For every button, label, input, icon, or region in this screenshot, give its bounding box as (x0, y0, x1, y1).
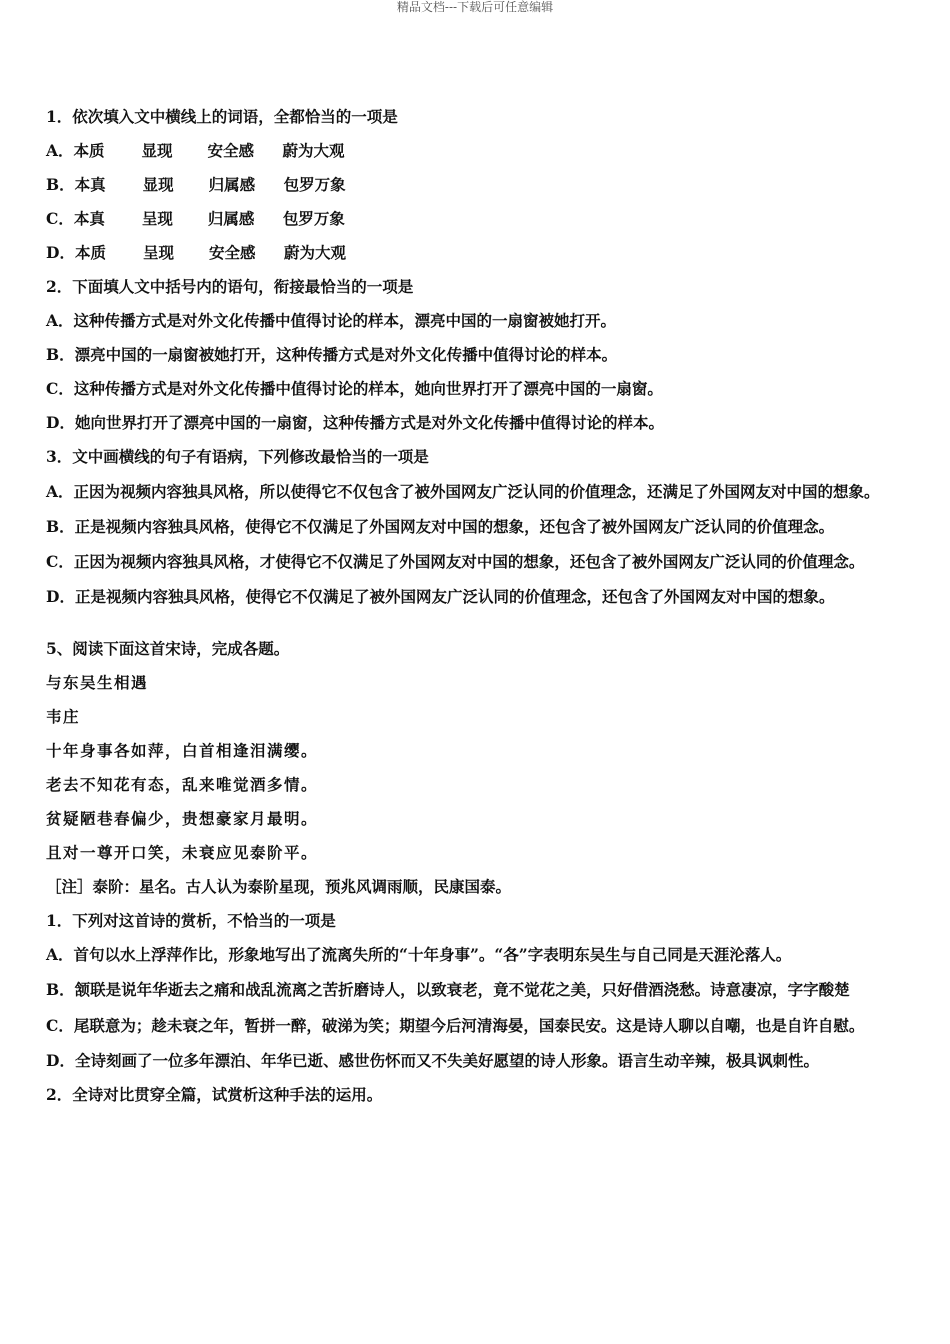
question-2-stem: 2．下面填人文中括号内的语句，衔接最恰当的一项是 (46, 277, 414, 296)
option-word-4: 包罗万象 (283, 175, 346, 194)
question-2-option-a: A．这种传播方式是对外文化传播中值得讨论的样本，漂亮中国的一扇窗被她打开。 (46, 311, 617, 330)
section-5-question-2-stem: 2．全诗对比贯穿全篇，试赏析这种手法的运用。 (46, 1085, 383, 1104)
option-word-3: 归属感 (207, 209, 255, 228)
question-3-stem: 3．文中画横线的句子有语病，下列修改最恰当的一项是 (46, 447, 429, 466)
option-word-4: 蔚为大观 (283, 243, 346, 262)
section-5-question-1-option-c: C．尾联意为；趁未衰之年，暂拼一醉，破涕为笑；期望今后河清海晏，国泰民安。这是诗人聊以自嘲，也是自许自慰。 (46, 1016, 865, 1035)
section-spacer (46, 614, 906, 632)
poem-line-2: 老去不知花有态，乱来唯觉酒多情。 (46, 775, 319, 794)
question-1-option-b (46, 168, 906, 202)
poem-note: ［注］泰阶：星名。古人认为泰阶星现，预兆风调雨顺，民康国泰。 (46, 877, 512, 896)
document-body (46, 100, 906, 1112)
option-label: D． (46, 243, 75, 262)
section-5-question-1-option-d: D．全诗刻画了一位多年漂泊、年华已逝、感世伤怀而又不失美好愿望的诗人形象。语言生动辛辣，极具讽刺性。 (46, 1051, 819, 1070)
question-3-option-b: B．正是视频内容独具风格，使得它不仅满足了外国网友对中国的想象，还包含了被外国网友广泛认同的价值理念。 (46, 517, 835, 536)
option-word-3: 安全感 (207, 141, 255, 160)
question-2-option-d: D．她向世界打开了漂亮中国的一扇窗，这种传播方式是对外文化传播中值得讨论的样本。 (46, 413, 664, 432)
question-3-option-a: A．正因为视频内容独具风格，所以使得它不仅包含了被外国网友广泛认同的价值理念，还满足了外国网友对中国的想象。 (46, 482, 880, 501)
poem-title: 与东吴生相遇 (46, 673, 149, 692)
option-word-1: 本真 (74, 175, 106, 194)
option-word-4: 蔚为大观 (282, 141, 345, 160)
question-1-option-d (46, 236, 906, 270)
question-3-option-c: C．正因为视频内容独具风格，才使得它不仅满足了外国网友对中国的想象，还包含了被外国网友广泛认同的价值理念。 (46, 552, 865, 571)
section-5-question-1-option-b: B．颔联是说年华逝去之痛和战乱流离之苦折磨诗人，以致衰老，竟不觉花之美，只好借酒浇愁。诗意凄凉，字字酸楚 (46, 980, 850, 999)
option-label: C． (46, 209, 74, 228)
poem-author: 韦庄 (46, 707, 81, 726)
option-word-1: 本质 (73, 141, 105, 160)
question-2-option-b: B．漂亮中国的一扇窗被她打开，这种传播方式是对外文化传播中值得讨论的样本。 (46, 345, 618, 364)
option-word-2: 呈现 (142, 243, 174, 262)
option-word-1: 本质 (74, 243, 106, 262)
poem-line-3: 贫疑陋巷春偏少，贵想豪家月最明。 (46, 809, 319, 828)
question-1-option-c (46, 202, 906, 236)
question-2-option-c: C．这种传播方式是对外文化传播中值得讨论的样本，她向世界打开了漂亮中国的一扇窗。 (46, 379, 663, 398)
question-1-option-a (46, 134, 906, 168)
poem-line-4: 且对一尊开口笑，未衰应见泰阶平。 (46, 843, 319, 862)
question-3-option-d: D．正是视频内容独具风格，使得它不仅满足了被外国网友广泛认同的价值理念，还包含了外国网友对中国的想象。 (46, 587, 835, 606)
option-word-2: 显现 (141, 141, 173, 160)
section-5-question-1-option-a: A．首句以水上浮萍作比，形象地写出了流离失所的“十年身事”。“各”字表明东吴生与自己同是天涯沦落人。 (46, 945, 792, 964)
option-word-4: 包罗万象 (282, 209, 345, 228)
section-5-question-1-stem: 1．下列对这首诗的赏析，不恰当的一项是 (46, 911, 336, 930)
option-word-3: 安全感 (208, 243, 256, 262)
poem-line-1: 十年身事各如萍，白首相逢泪满缨。 (46, 741, 319, 760)
page-header: 精品文档---下载后可任意编辑 (396, 0, 554, 14)
section-5-intro: 5、阅读下面这首宋诗，完成各题。 (46, 639, 290, 658)
option-word-3: 归属感 (208, 175, 256, 194)
option-label: A． (46, 141, 74, 160)
option-word-1: 本真 (73, 209, 105, 228)
question-1-stem: 1．依次填入文中横线上的词语，全都恰当的一项是 (46, 107, 398, 126)
option-word-2: 显现 (142, 175, 174, 194)
option-label: B． (46, 175, 75, 194)
option-word-2: 呈现 (141, 209, 173, 228)
